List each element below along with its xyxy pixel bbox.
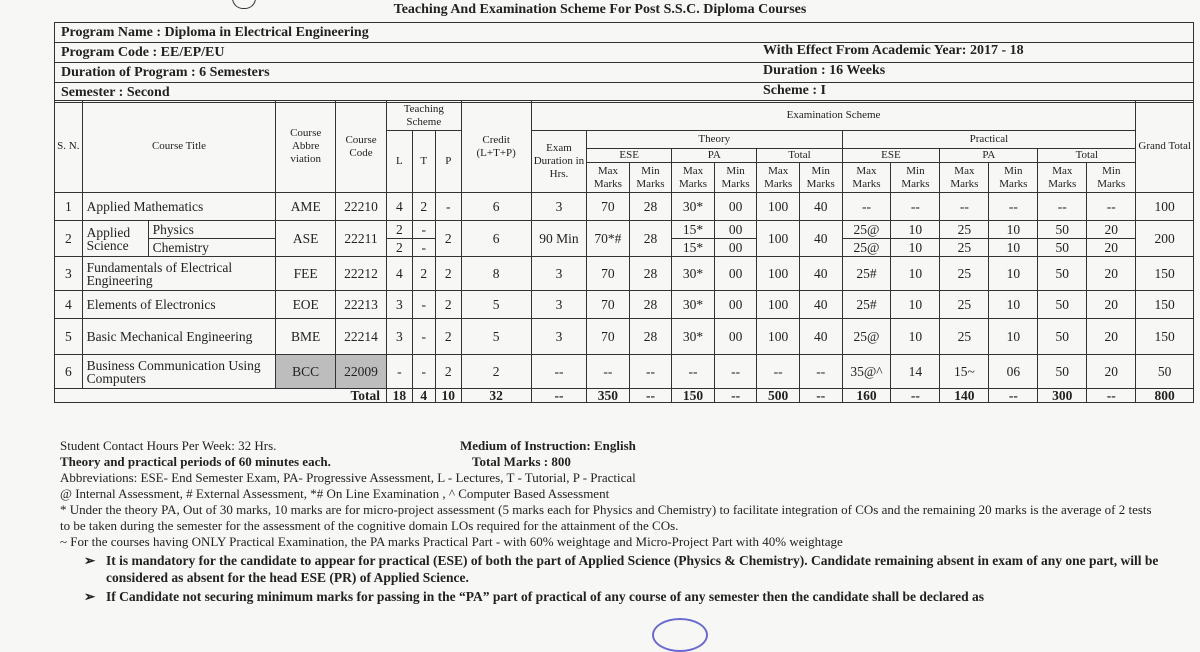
exam-duration-header: Exam Duration in Hrs. (531, 131, 586, 193)
table-cell: 22214 (335, 319, 386, 355)
table-cell: -- (842, 193, 891, 221)
table-cell: -- (940, 193, 989, 221)
contact-hours: Student Contact Hours Per Week: 32 Hrs. (60, 438, 277, 453)
table-cell: 3 (531, 319, 586, 355)
table-cell: 00 (714, 193, 757, 221)
table-cell: Elements of Electronics (82, 291, 276, 319)
table-cell: - (387, 355, 413, 389)
table-cell: 20 (1087, 355, 1136, 389)
table-cell: 22212 (335, 257, 386, 291)
table-cell: 28 (629, 257, 672, 291)
medium: Medium of Instruction: English (460, 438, 636, 453)
table-cell: 5 (461, 291, 531, 319)
table-cell: 40 (799, 221, 842, 257)
table-row (55, 257, 1194, 291)
table-cell: 25 (940, 291, 989, 319)
table-cell: 10 (989, 291, 1038, 319)
grand-total-header: Grand Total (1136, 101, 1194, 193)
program-name: Program Name : Diploma in Electrical Engineering (55, 23, 1194, 43)
table-cell: 30* (672, 257, 715, 291)
table-cell: 10 (436, 389, 462, 403)
table-cell: 25@ (842, 239, 891, 257)
effect-year: With Effect From Academic Year: 2017 - 18 (763, 43, 1024, 58)
table-cell: Fundamentals of Electrical Engineering (82, 257, 276, 291)
table-row (55, 193, 1194, 221)
table-cell: -- (799, 355, 842, 389)
table-cell: 10 (989, 319, 1038, 355)
program-duration: Duration of Program : 6 Semesters (61, 64, 270, 80)
bullet-note: ➢ If Candidate not securing minimum marks for passing in the “PA” part of practical of any course of any semester then the candidate shall be declared as (84, 589, 984, 604)
sn-header: S. N. (55, 101, 83, 193)
table-cell: 70 (587, 193, 630, 221)
table-cell: EOE (276, 291, 336, 319)
table-cell: - (412, 355, 435, 389)
table-cell: 32 (461, 389, 531, 403)
table-cell: 2 (55, 221, 83, 257)
practical-total-header: Total (1038, 149, 1136, 163)
table-cell: -- (1087, 193, 1136, 221)
table-cell: - (412, 221, 435, 239)
table-cell: 00 (714, 221, 757, 239)
table-cell: AME (276, 193, 336, 221)
bullet-note: ➢ It is mandatory for the candidate to appear for practical (ESE) of both the part of Applied Science (Physics & Chemistry). Candidate remaining absent in exam of any one part, will be considered as absent for the head ESE (PR) of Applied Science. (84, 553, 1159, 585)
table-cell: 22009 (335, 355, 386, 389)
practical-ese-header: ESE (842, 149, 940, 163)
table-cell: 150 (1136, 319, 1194, 355)
table-cell: 5 (461, 319, 531, 355)
table-cell: 40 (799, 319, 842, 355)
min-marks-header: Min Marks (629, 163, 672, 193)
table-cell: 70 (587, 257, 630, 291)
table-cell: 150 (1136, 257, 1194, 291)
abbreviations: Abbreviations: ESE- End Semester Exam, PA- Progressive Assessment, L - Lectures, T - Tutorial, P - Practical (60, 470, 636, 485)
table-cell: 70 (587, 291, 630, 319)
l-header: L (387, 131, 413, 193)
table-cell: BCC (276, 355, 336, 389)
table-cell: 4 (412, 389, 435, 403)
table-cell: 35@^ (842, 355, 891, 389)
p-header: P (436, 131, 462, 193)
table-cell: -- (989, 193, 1038, 221)
table-cell: 25 (940, 319, 989, 355)
table-cell: FEE (276, 257, 336, 291)
table-cell: 28 (629, 193, 672, 221)
min-marks-header: Min Marks (989, 163, 1038, 193)
table-cell: 3 (55, 257, 83, 291)
table-cell: 2 (436, 257, 462, 291)
table-cell: 30* (672, 319, 715, 355)
table-cell: -- (1038, 193, 1087, 221)
table-cell: 2 (412, 193, 435, 221)
table-cell: 10 (891, 291, 940, 319)
table-cell: Chemistry (148, 239, 276, 257)
max-marks-header: Max Marks (672, 163, 715, 193)
table-cell: 6 (461, 221, 531, 257)
abbr-header: Course Abbre viation (276, 101, 336, 193)
table-cell: Applied Mathematics (82, 193, 276, 221)
table-cell: 00 (714, 239, 757, 257)
table-cell: 40 (799, 257, 842, 291)
table-cell: -- (587, 355, 630, 389)
max-marks-header: Max Marks (842, 163, 891, 193)
table-cell: 2 (412, 257, 435, 291)
arrow-icon: ➢ (84, 553, 96, 568)
table-cell: 500 (757, 389, 800, 403)
table-cell: 3 (531, 193, 586, 221)
table-cell: - (412, 239, 435, 257)
total-marks: Total Marks : 800 (472, 454, 571, 469)
table-cell: ASE (276, 221, 336, 257)
table-cell: 1 (55, 193, 83, 221)
table-cell: 15* (672, 239, 715, 257)
table-cell: -- (531, 355, 586, 389)
table-cell: 28 (629, 221, 672, 257)
table-cell: 3 (387, 319, 413, 355)
table-cell: 90 Min (531, 221, 586, 257)
table-cell: 20 (1087, 239, 1136, 257)
table-cell: 50 (1038, 257, 1087, 291)
min-marks-header: Min Marks (799, 163, 842, 193)
table-cell: -- (1087, 389, 1136, 403)
table-cell: 50 (1136, 355, 1194, 389)
theory-total-header: Total (757, 149, 842, 163)
t-header: T (412, 131, 435, 193)
table-cell: 5 (55, 319, 83, 355)
table-cell: 100 (757, 291, 800, 319)
table-cell: 2 (461, 355, 531, 389)
table-cell: 40 (799, 291, 842, 319)
table-cell: 25@ (842, 319, 891, 355)
table-cell: 06 (989, 355, 1038, 389)
table-cell: 15* (672, 221, 715, 239)
max-marks-header: Max Marks (1038, 163, 1087, 193)
table-cell: 3 (387, 291, 413, 319)
table-cell: -- (891, 193, 940, 221)
table-cell: 15~ (940, 355, 989, 389)
total-label: Total (55, 389, 387, 403)
code-header: Course Code (335, 101, 386, 193)
table-cell: 22211 (335, 221, 386, 257)
table-cell: 3 (531, 257, 586, 291)
table-cell: -- (629, 389, 672, 403)
table-cell: Applied Science (82, 221, 148, 257)
table-cell: 10 (989, 221, 1038, 239)
program-info (54, 22, 1194, 43)
table-cell: BME (276, 319, 336, 355)
table-cell: 150 (672, 389, 715, 403)
table-row (55, 221, 1194, 239)
table-cell: Basic Mechanical Engineering (82, 319, 276, 355)
table-cell: 18 (387, 389, 413, 403)
theory-pa-header: PA (672, 149, 757, 163)
table-cell: 30* (672, 193, 715, 221)
table-cell: 10 (891, 319, 940, 355)
table-cell: 2 (436, 291, 462, 319)
table-cell: 10 (989, 239, 1038, 257)
table-cell: 25@ (842, 221, 891, 239)
semester: Semester : Second (61, 84, 170, 100)
totals-row (55, 389, 1194, 403)
program-code-row (54, 42, 1194, 63)
max-marks-header: Max Marks (757, 163, 800, 193)
table-cell: 100 (757, 257, 800, 291)
theory-header: Theory (587, 131, 842, 149)
table-cell: 100 (757, 319, 800, 355)
table-cell: 00 (714, 257, 757, 291)
table-cell: 25 (940, 239, 989, 257)
table-cell: 28 (629, 319, 672, 355)
table-cell: -- (714, 389, 757, 403)
min-marks-header: Min Marks (1087, 163, 1136, 193)
table-cell: 22213 (335, 291, 386, 319)
table-cell: - (412, 291, 435, 319)
table-cell: 25 (940, 221, 989, 239)
table-cell: 50 (1038, 355, 1087, 389)
table-cell: 70 (587, 319, 630, 355)
practical-note: ~ For the courses having ONLY Practical Examination, the PA marks Practical Part - with 60% weightage and Micro-Project Part with 40% weightage (60, 534, 843, 549)
table-cell: 28 (629, 291, 672, 319)
table-cell: 10 (989, 257, 1038, 291)
table-cell: 50 (1038, 319, 1087, 355)
table-cell: 00 (714, 291, 757, 319)
table-cell: -- (672, 355, 715, 389)
exam-scheme-header: Examination Scheme (531, 101, 1136, 131)
table-cell: 2 (387, 239, 413, 257)
table-cell: 50 (1038, 291, 1087, 319)
table-cell: 25 (940, 257, 989, 291)
table-cell: - (412, 319, 435, 355)
duration-weeks: Duration : 16 Weeks (763, 63, 886, 78)
table-cell: 8 (461, 257, 531, 291)
table-cell: 6 (55, 355, 83, 389)
periods: Theory and practical periods of 60 minutes each. (60, 454, 331, 469)
table-cell: 25# (842, 291, 891, 319)
table-cell: 50 (1038, 221, 1087, 239)
credit-header: Credit (L+T+P) (461, 101, 531, 193)
table-cell: -- (531, 389, 586, 403)
min-marks-header: Min Marks (891, 163, 940, 193)
table-cell: Physics (148, 221, 276, 239)
table-cell: 800 (1136, 389, 1194, 403)
table-cell: 20 (1087, 221, 1136, 239)
table-cell: 00 (714, 319, 757, 355)
table-cell: 70*# (587, 221, 630, 257)
table-row (55, 319, 1194, 355)
table-cell: 350 (587, 389, 630, 403)
program-code: Program Code : EE/EP/EU (61, 44, 225, 60)
arrow-icon: ➢ (84, 589, 96, 604)
teaching-header: Teaching Scheme (387, 101, 461, 131)
practical-pa-header: PA (940, 149, 1038, 163)
table-cell: 20 (1087, 319, 1136, 355)
table-cell: 100 (1136, 193, 1194, 221)
table-cell: -- (714, 355, 757, 389)
symbols: @ Internal Assessment, # External Assessment, *# On Line Examination , ^ Computer Based Assessment (60, 486, 610, 501)
min-marks-header: Min Marks (714, 163, 757, 193)
table-cell: 6 (461, 193, 531, 221)
table-cell: 4 (387, 193, 413, 221)
practical-header: Practical (842, 131, 1136, 149)
table-cell: - (436, 193, 462, 221)
table-cell: 40 (799, 193, 842, 221)
table-cell: 50 (1038, 239, 1087, 257)
table-cell: -- (629, 355, 672, 389)
table-cell: 14 (891, 355, 940, 389)
table-cell: 2 (436, 355, 462, 389)
pa-note: * Under the theory PA, Out of 30 marks, 10 marks are for micro-project assessment (5 marks each for Physics and Chemistry) to facilitate integration of COs and the remaining 20 marks is the average of 2 tests to be taken during the semester for the assessment of the cognitive domain LOs required for the attainment of the COs. (60, 502, 1152, 533)
scheme-table (54, 100, 1194, 403)
table-cell: -- (757, 355, 800, 389)
table-cell: 2 (436, 221, 462, 257)
table-cell: 150 (1136, 291, 1194, 319)
table-cell: -- (989, 389, 1038, 403)
table-cell: 22210 (335, 193, 386, 221)
table-cell: 20 (1087, 291, 1136, 319)
table-cell: 300 (1038, 389, 1087, 403)
table-cell: -- (891, 389, 940, 403)
max-marks-header: Max Marks (587, 163, 630, 193)
table-cell: 140 (940, 389, 989, 403)
table-cell: Business Communication Using Computers (82, 355, 276, 389)
table-cell: 30* (672, 291, 715, 319)
table-cell: 2 (387, 221, 413, 239)
table-cell: 2 (436, 319, 462, 355)
table-cell: 4 (387, 257, 413, 291)
course-title-header: Course Title (82, 101, 276, 193)
table-row (55, 355, 1194, 389)
table-cell: 10 (891, 239, 940, 257)
theory-ese-header: ESE (587, 149, 672, 163)
duration-row (54, 62, 1194, 83)
table-cell: 4 (55, 291, 83, 319)
table-cell: 25# (842, 257, 891, 291)
table-cell: 100 (757, 193, 800, 221)
table-cell: 3 (531, 291, 586, 319)
table-cell: 100 (757, 221, 800, 257)
notes (60, 438, 1160, 605)
table-cell: -- (799, 389, 842, 403)
page-title: Teaching And Examination Scheme For Post S.S.C. Diploma Courses (393, 2, 807, 17)
table-cell: 10 (891, 257, 940, 291)
seal-stamp (652, 618, 708, 652)
table-cell: 10 (891, 221, 940, 239)
table-cell: 20 (1087, 257, 1136, 291)
table-row (55, 291, 1194, 319)
table-cell: 160 (842, 389, 891, 403)
max-marks-header: Max Marks (940, 163, 989, 193)
table-cell: 200 (1136, 221, 1194, 257)
scheme: Scheme : I (763, 83, 826, 98)
